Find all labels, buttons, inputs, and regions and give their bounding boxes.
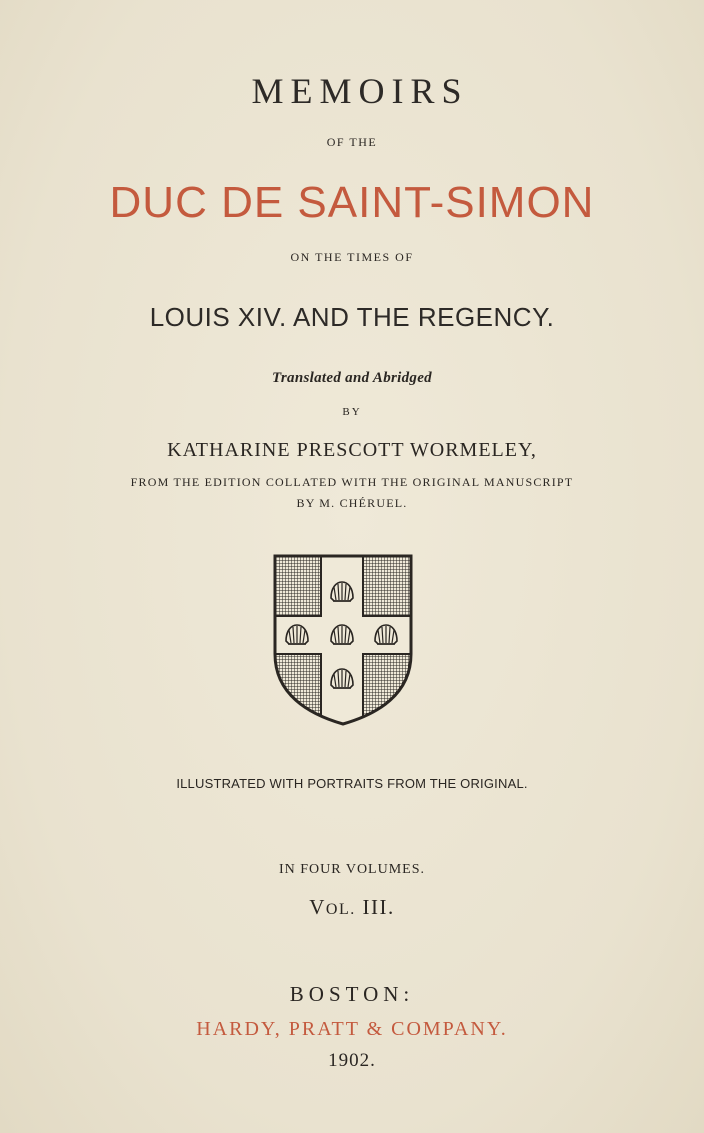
volume-number: III. [362,895,395,919]
on-the-times-of-text: ON THE TIMES OF [290,250,414,264]
publisher-name: HARDY, PRATT & COMPANY. [196,1018,508,1040]
coat-of-arms-shield-icon [273,554,413,726]
of-the-text: OF THE [326,135,378,149]
volume-label-rest: OL. [325,901,356,918]
translated-and-abridged: Translated and Abridged [272,370,432,386]
publication-place: BOSTON: [289,982,415,1006]
by-text: BY [342,406,362,418]
book-title: MEMOIRS [251,71,469,111]
volume-count: IN FOUR VOLUMES. [278,862,426,877]
author-name: DUC DE SAINT-SIMON [109,178,595,227]
translator-name: KATHARINE PRESCOTT WORMELEY, [167,439,537,461]
volume-number-line [0,895,704,920]
edition-note-line-1: FROM THE EDITION COLLATED WITH THE ORIGINAL MANUSCRIPT [130,475,574,489]
subject-line: LOUIS XIV. AND THE REGENCY. [149,302,555,332]
illustrated-note: ILLUSTRATED WITH PORTRAITS FROM THE ORIGINAL. [176,776,528,791]
publication-year: 1902. [328,1050,376,1071]
edition-note-line-2: BY M. CHÉRUEL. [296,496,408,510]
volume-label-initial: V [309,895,326,919]
